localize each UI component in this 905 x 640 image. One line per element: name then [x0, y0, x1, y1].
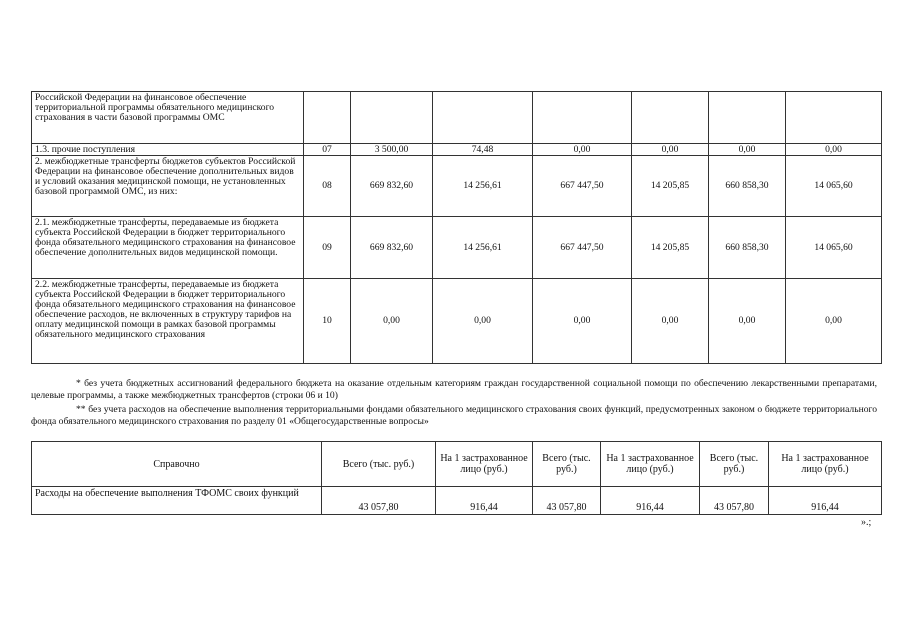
- cell-value: 14 256,61: [433, 156, 533, 217]
- cell-value: 667 447,50: [533, 217, 632, 279]
- cell-value: 916,44: [436, 487, 533, 515]
- cell-value: [533, 92, 632, 144]
- cell-value: 916,44: [769, 487, 882, 515]
- cell-value: 0,00: [786, 279, 882, 364]
- cell-value: 669 832,60: [351, 217, 433, 279]
- row-code: 10: [304, 279, 351, 364]
- header-cell: На 1 застрахованное лицо (руб.): [601, 442, 700, 487]
- cell-value: 916,44: [601, 487, 700, 515]
- header-cell: Всего (тыс. руб.): [322, 442, 436, 487]
- row-label: 2. межбюджетные трансферты бюджетов субъектов Российской Федерации на финансовое обеспечение дополнительных видов и условий оказания медицинской помощи, не установленных базовой программой ОМС, из них:: [32, 156, 304, 217]
- cell-value: 0,00: [632, 144, 709, 156]
- reference-table: [31, 441, 882, 515]
- cell-value: 14 256,61: [433, 217, 533, 279]
- table-row: [32, 156, 882, 217]
- header-cell: На 1 застрахованное лицо (руб.): [436, 442, 533, 487]
- row-label: 2.2. межбюджетные трансферты, передаваемые из бюджета субъекта Российской Федерации в бюджет территориального фонда обязательного медицинского страхования на финансовое обеспечение расходов, не включенных в структуру тарифов на оплату медицинской помощи в рамках базовой программы обязательного медицинского страхования: [32, 279, 304, 364]
- row-label: 1.3. прочие поступления: [32, 144, 304, 156]
- cell-value: 0,00: [533, 279, 632, 364]
- cell-value: 14 205,85: [632, 217, 709, 279]
- cell-value: 43 057,80: [700, 487, 769, 515]
- header-cell: Всего (тыс. руб.): [533, 442, 601, 487]
- cell-value: 43 057,80: [533, 487, 601, 515]
- cell-value: 669 832,60: [351, 156, 433, 217]
- table-row: [32, 279, 882, 364]
- table-row: [32, 487, 882, 515]
- cell-value: 0,00: [433, 279, 533, 364]
- row-code: 07: [304, 144, 351, 156]
- cell-value: [632, 92, 709, 144]
- cell-value: 667 447,50: [533, 156, 632, 217]
- cell-value: 74,48: [433, 144, 533, 156]
- closing-quote-mark: ».;: [861, 517, 872, 528]
- header-cell: Справочно: [32, 442, 322, 487]
- row-label: 2.1. межбюджетные трансферты, передаваемые из бюджета субъекта Российской Федерации в бюджет территориального фонда обязательного медицинского страхования на финансовое обеспечение дополнительных видов медицинской помощи.: [32, 217, 304, 279]
- row-code: [304, 92, 351, 144]
- cell-value: 0,00: [351, 279, 433, 364]
- row-label: Расходы на обеспечение выполнения ТФОМС своих функций: [32, 487, 322, 515]
- table-header-row: [32, 442, 882, 487]
- budget-table: [31, 91, 882, 364]
- cell-value: [709, 92, 786, 144]
- cell-value: 0,00: [709, 279, 786, 364]
- table-row: [32, 217, 882, 279]
- cell-value: [786, 92, 882, 144]
- footnote-2: ** без учета расходов на обеспечение выполнения территориальными фондами обязательного медицинского страхования своих функций, предусмотренных законом о бюджете территориального фонда обязательного медицинского страхования по разделу 01 «Общегосударственные вопросы»: [31, 404, 877, 427]
- cell-value: 43 057,80: [322, 487, 436, 515]
- row-code: 08: [304, 156, 351, 217]
- footnote-1: * без учета бюджетных ассигнований федерального бюджета на оказание отдельным категориям граждан государственной социальной помощи по обеспечению лекарственными препаратами, целевые программы, а также межбюджетных трансфертов (строки 06 и 10): [31, 378, 877, 401]
- header-cell: На 1 застрахованное лицо (руб.): [769, 442, 882, 487]
- cell-value: 14 065,60: [786, 217, 882, 279]
- cell-value: 14 065,60: [786, 156, 882, 217]
- cell-value: 0,00: [533, 144, 632, 156]
- header-cell: Всего (тыс. руб.): [700, 442, 769, 487]
- cell-value: 0,00: [786, 144, 882, 156]
- row-code: 09: [304, 217, 351, 279]
- cell-value: 0,00: [632, 279, 709, 364]
- cell-value: 0,00: [709, 144, 786, 156]
- cell-value: 660 858,30: [709, 156, 786, 217]
- cell-value: [433, 92, 533, 144]
- table-row: [32, 92, 882, 144]
- cell-value: 660 858,30: [709, 217, 786, 279]
- cell-value: 3 500,00: [351, 144, 433, 156]
- table-row: [32, 144, 882, 156]
- row-label: Российской Федерации на финансовое обеспечение территориальной программы обязательного медицинского страхования в части базовой программы ОМС: [32, 92, 304, 144]
- cell-value: [351, 92, 433, 144]
- cell-value: 14 205,85: [632, 156, 709, 217]
